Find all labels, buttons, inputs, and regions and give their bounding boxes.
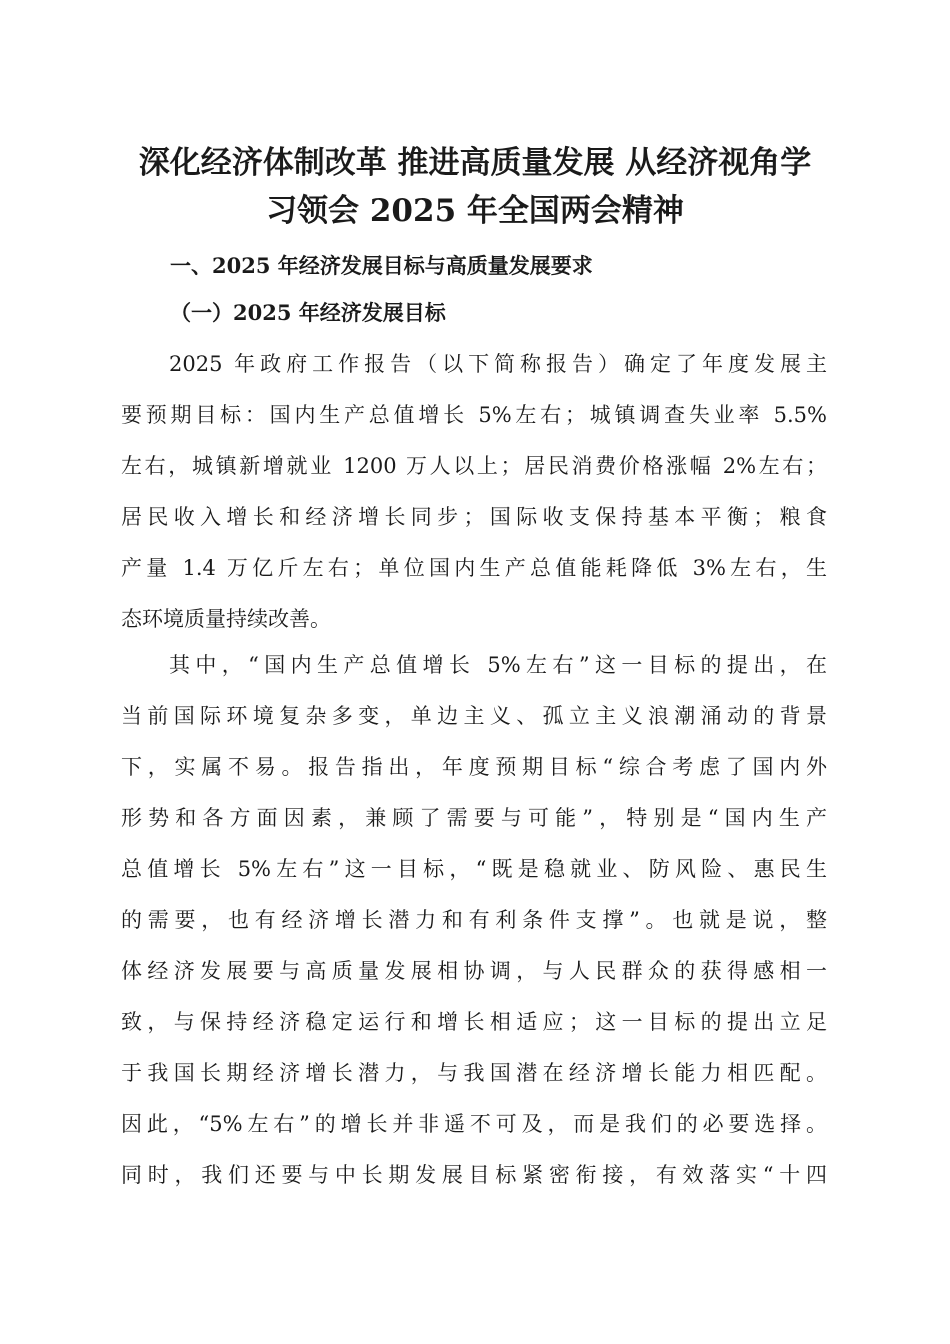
paragraph-line: 形势和各方面因素，兼顾了需要与可能”，特别是“国内生产: [121, 806, 827, 830]
paragraph-line: 的需要，也有经济增长潜力和有利条件支撑”。也就是说，整: [121, 908, 827, 932]
paragraph-line: 体经济发展要与高质量发展相协调，与人民群众的获得感相一: [121, 959, 827, 983]
paragraph-line: 当前国际环境复杂多变，单边主义、孤立主义浪潮涌动的背景: [121, 704, 827, 728]
paragraph-line: 致，与保持经济稳定运行和增长相适应；这一目标的提出立足: [121, 1010, 827, 1034]
paragraph-line: 同时，我们还要与中长期发展目标紧密衔接，有效落实“十四: [121, 1163, 827, 1187]
paragraph-line: 2025 年政府工作报告（以下简称报告）确定了年度发展主: [169, 352, 827, 376]
paragraph-gdp-target: [121, 640, 827, 1201]
subsection-heading: （一）2025 年经济发展目标: [170, 300, 446, 325]
paragraph-line: 左右，城镇新增就业 1200 万人以上；居民消费价格涨幅 2%左右；: [121, 454, 827, 478]
paragraph-line: 下，实属不易。报告指出，年度预期目标“综合考虑了国内外: [121, 755, 827, 779]
paragraph-line: 其中，“国内生产总值增长 5%左右”这一目标的提出，在: [169, 653, 827, 677]
section-heading: 一、2025 年经济发展目标与高质量发展要求: [170, 253, 593, 278]
paragraph-line: 态环境质量持续改善。: [121, 607, 331, 631]
paragraph-goals: [121, 339, 827, 645]
paragraph-line: 总值增长 5%左右”这一目标，“既是稳就业、防风险、惠民生: [121, 857, 827, 881]
paragraph-line: 于我国长期经济增长潜力，与我国潜在经济增长能力相匹配。: [121, 1061, 827, 1085]
document-title-line-2: 习领会 2025 年全国两会精神: [266, 193, 684, 229]
paragraph-line: 因此，“5%左右”的增长并非遥不可及，而是我们的必要选择。: [121, 1112, 827, 1136]
paragraph-line: 居民收入增长和经济增长同步；国际收支保持基本平衡；粮食: [121, 505, 827, 529]
paragraph-line: 要预期目标：国内生产总值增长 5%左右；城镇调查失业率 5.5%: [121, 403, 827, 427]
paragraph-line: 产量 1.4 万亿斤左右；单位国内生产总值能耗降低 3%左右，生: [121, 556, 827, 580]
document-title-line-1: 深化经济体制改革 推进高质量发展 从经济视角学: [138, 145, 812, 181]
